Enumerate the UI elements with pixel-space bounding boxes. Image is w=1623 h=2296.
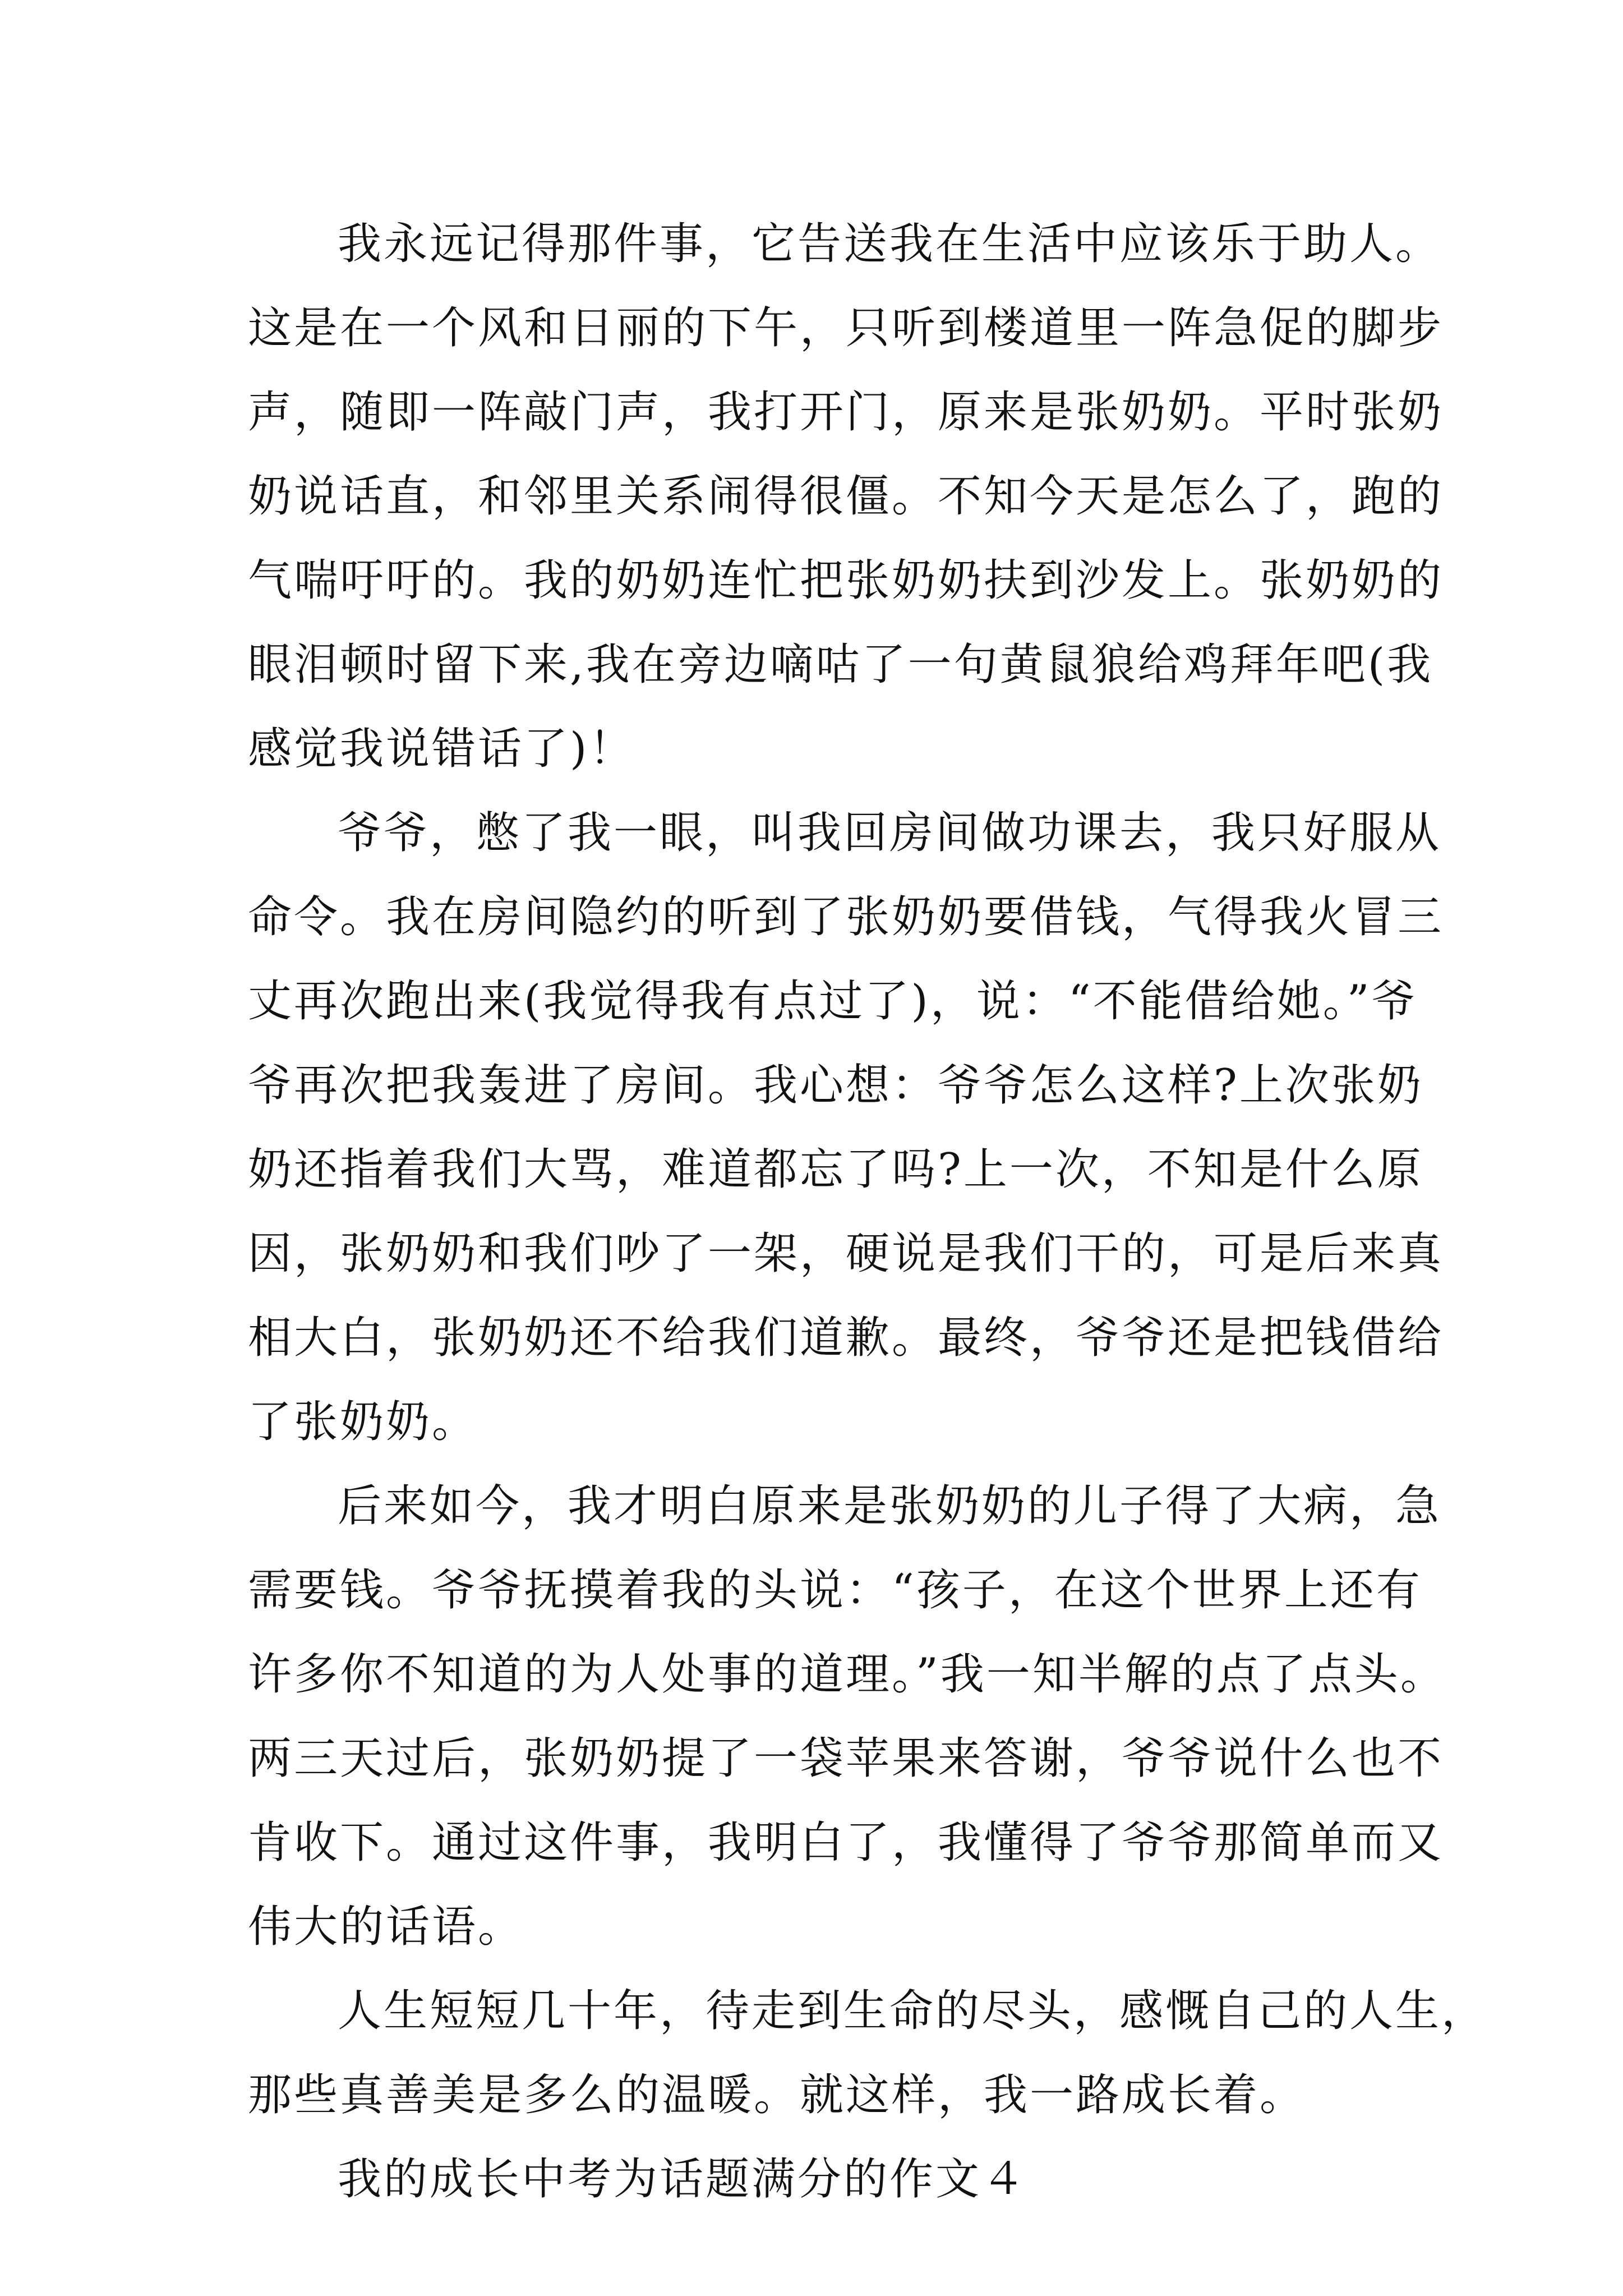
text-line: 眼泪顿时留下来,我在旁边嘀咕了一句黄鼠狼给鸡拜年吧(我 bbox=[248, 639, 1433, 690]
text-line: 爷爷，憋了我一眼，叫我回房间做功课去，我只好服从 bbox=[338, 808, 1442, 858]
text-line: 后来如今，我才明白原来是张奶奶的儿子得了大病，急 bbox=[338, 1481, 1442, 1531]
section-heading bbox=[248, 2137, 1381, 2221]
paragraph-1 bbox=[248, 202, 1444, 791]
text-line: 奶还指着我们大骂，难道都忘了吗?上一次，不知是什么原 bbox=[248, 1144, 1423, 1195]
text-line: 感觉我说错话了)！ bbox=[248, 724, 635, 774]
text-line: 因，张奶奶和我们吵了一架，硬说是我们干的，可是后来真 bbox=[248, 1228, 1444, 1279]
paragraph-2 bbox=[248, 791, 1444, 1464]
text-line: 人生短短几十年，待走到生命的尽头，感慨自己的人生， bbox=[338, 1986, 1488, 2036]
text-line: 气喘吁吁的。我的奶奶连忙把张奶奶扶到沙发上。张奶奶的 bbox=[248, 555, 1444, 606]
text-line: 爷再次把我轰进了房间。我心想：爷爷怎么这样?上次张奶 bbox=[248, 1060, 1423, 1111]
text-line: 需要钱。爷爷抚摸着我的头说：“孩子，在这个世界上还有 bbox=[248, 1565, 1422, 1616]
text-line: 这是在一个风和日丽的下午，只听到楼道里一阵急促的脚步 bbox=[248, 303, 1444, 353]
text-line: 许多你不知道的为人处事的道理。”我一知半解的点了点头。 bbox=[248, 1649, 1446, 1700]
text-line: 那些真善美是多么的温暖。就这样，我一路成长着。 bbox=[248, 2070, 1306, 2120]
paragraph-4 bbox=[248, 1969, 1488, 2137]
paragraph-3 bbox=[248, 1464, 1446, 1969]
text-line: 伟大的话语。 bbox=[248, 1902, 524, 1952]
text-line: 奶说话直，和邻里关系闹得很僵。不知今天是怎么了，跑的 bbox=[248, 471, 1444, 522]
text-line: 相大白，张奶奶还不给我们道歉。最终，爷爷还是把钱借给 bbox=[248, 1313, 1444, 1363]
document-body bbox=[248, 202, 1488, 2221]
text-line: 声，随即一阵敲门声，我打开门，原来是张奶奶。平时张奶 bbox=[248, 387, 1444, 438]
text-line: 我永远记得那件事，它告送我在生活中应该乐于助人。 bbox=[338, 219, 1442, 269]
heading-text: 我的成长中考为话题满分的作文４ bbox=[338, 2154, 1028, 2205]
text-line: 丈再次跑出来(我觉得我有点过了)，说：“不能借给她。”爷 bbox=[248, 976, 1418, 1027]
text-line: 两三天过后，张奶奶提了一袋苹果来答谢，爷爷说什么也不 bbox=[248, 1733, 1444, 1784]
text-line: 肯收下。通过这件事，我明白了，我懂得了爷爷那简单而又 bbox=[248, 1818, 1444, 1868]
text-line: 命令。我在房间隐约的听到了张奶奶要借钱，气得我火冒三 bbox=[248, 892, 1444, 942]
text-line: 了张奶奶。 bbox=[248, 1397, 478, 1447]
